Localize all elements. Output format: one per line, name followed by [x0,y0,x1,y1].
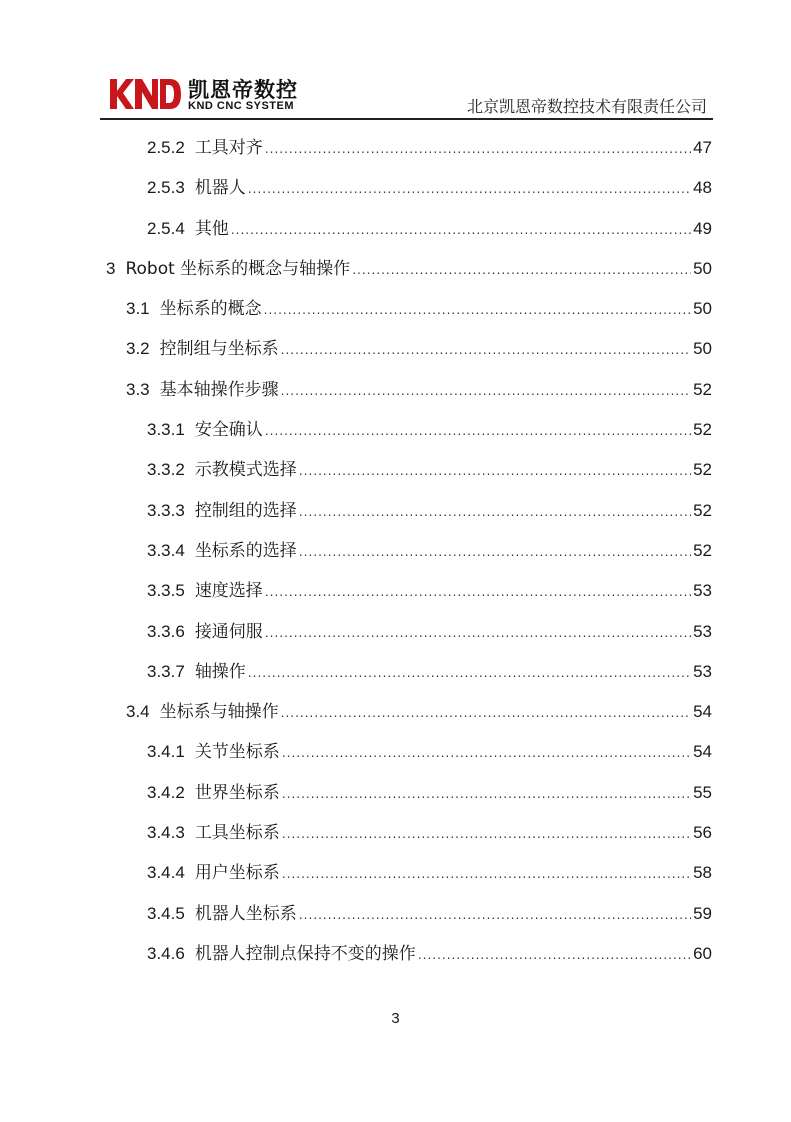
toc-leader-dots [281,371,691,411]
toc-entry[interactable] [106,209,712,249]
toc-leader-dots [299,895,691,935]
toc-leader-dots [299,492,691,532]
toc-entry-title: 机器人 [194,178,246,199]
toc-entry[interactable] [106,289,712,329]
toc-entry[interactable] [106,370,712,410]
toc-entry-number: 3.3.5 [147,581,185,601]
toc-entry-page: 54 [693,742,712,762]
toc-entry[interactable] [106,531,712,571]
toc-leader-dots [265,613,691,653]
toc-entry-page: 56 [693,823,712,843]
toc-entry-page: 53 [693,661,712,681]
toc-entry-number: 2.5.3 [147,178,185,198]
toc-entry[interactable] [106,491,712,531]
toc-leader-dots [248,653,691,693]
toc-entry-number: 3.3.7 [147,661,185,681]
toc-entry[interactable] [106,612,712,652]
toc-leader-dots [299,532,691,572]
toc-entry-title: 控制组与坐标系 [159,339,279,360]
toc-leader-dots [282,814,691,854]
toc-entry[interactable] [106,853,712,893]
toc-entry-page: 50 [693,339,712,359]
toc-entry-page: 60 [693,943,712,963]
page-header [100,74,713,120]
toc-entry[interactable] [106,813,712,853]
toc-entry-number: 3.4.6 [147,943,185,963]
toc-entry-number: 3.4.2 [147,782,185,802]
toc-entry-title: 坐标系的选择 [194,540,297,561]
toc-entry-page: 54 [693,702,712,722]
toc-entry-page: 52 [693,420,712,440]
toc-entry-page: 58 [693,863,712,883]
toc-entry-title: 机器人坐标系 [194,903,297,924]
toc-leader-dots [282,854,691,894]
toc-entry-title: 基本轴操作步骤 [159,379,279,400]
toc-entry-number: 2.5.4 [147,218,185,238]
toc-entry[interactable] [106,692,712,732]
toc-entry-title: 速度选择 [194,581,263,602]
toc-entry-number: 3.4.5 [147,903,185,923]
toc-entry[interactable] [106,168,712,208]
toc-entry-title: Robot 坐标系的概念与轴操作 [125,258,351,279]
toc-entry-number: 3.4.1 [147,742,185,762]
toc-entry-title: 其他 [194,218,229,239]
toc-entry-title: 关节坐标系 [194,742,280,763]
toc-entry-title: 机器人控制点保持不变的操作 [194,943,416,964]
toc-leader-dots [231,210,691,250]
toc-leader-dots [248,169,691,209]
toc-entry[interactable] [106,894,712,934]
logo-english-name: KND CNC SYSTEM [188,100,295,112]
toc-entry-number: 3.4 [126,702,150,722]
toc-leader-dots [281,693,691,733]
toc-entry-page: 49 [693,218,712,238]
toc-entry-number: 3.4.4 [147,863,185,883]
toc-entry-number: 3.3.3 [147,500,185,520]
toc-entry-page: 52 [693,460,712,480]
toc-entry[interactable] [106,128,712,168]
knd-logo-mark-icon [108,77,182,111]
toc-entry-page: 59 [693,903,712,923]
toc-entry-page: 52 [693,500,712,520]
toc-entry[interactable] [106,410,712,450]
toc-entry-page: 53 [693,621,712,641]
toc-entry-title: 坐标系的概念 [159,299,262,320]
toc-entry-title: 工具对齐 [194,138,263,158]
toc-entry[interactable] [106,450,712,490]
page-number: 3 [391,1010,400,1027]
toc-entry-number: 3.4.3 [147,823,185,843]
toc-entry-title: 安全确认 [194,420,263,441]
toc-leader-dots [281,330,691,370]
toc-leader-dots [265,411,691,451]
toc-entry-number: 3.3 [126,379,150,399]
toc-entry-number: 3.3.1 [147,420,185,440]
knd-logo [108,74,308,114]
toc-leader-dots [264,290,691,330]
toc-entry-title: 接通伺服 [194,621,263,642]
toc-entry[interactable] [106,773,712,813]
toc-leader-dots [418,935,691,975]
header-rule [100,118,713,120]
toc-entry[interactable] [106,329,712,369]
toc-entry-number: 3 [106,258,116,278]
toc-entry[interactable] [106,652,712,692]
toc-entry-page: 47 [693,138,712,157]
company-name: 北京凯恩帝数控技术有限责任公司 [466,97,707,116]
toc-leader-dots [299,451,691,491]
toc-entry-number: 3.1 [126,299,150,319]
toc-entry-title: 示教模式选择 [194,460,297,481]
toc-leader-dots [282,733,691,773]
toc-entry-page: 52 [693,379,712,399]
table-of-contents [106,128,712,974]
toc-entry-title: 控制组的选择 [194,500,297,521]
toc-entry-page: 48 [693,178,712,198]
toc-entry-page: 53 [693,581,712,601]
toc-entry-title: 用户坐标系 [194,863,280,884]
toc-entry-title: 工具坐标系 [194,823,280,844]
toc-entry-title: 坐标系与轴操作 [159,702,279,723]
toc-entry-page: 55 [693,782,712,802]
toc-entry-number: 3.3.4 [147,540,185,560]
toc-entry[interactable] [106,571,712,611]
toc-leader-dots [352,250,691,290]
toc-entry-page: 52 [693,540,712,560]
toc-entry-title: 轴操作 [194,661,246,682]
toc-entry[interactable] [106,732,712,772]
toc-leader-dots [282,774,691,814]
toc-entry-page: 50 [693,258,712,278]
toc-leader-dots [265,572,691,612]
toc-entry-title: 世界坐标系 [194,782,280,803]
toc-entry-number: 3.3.2 [147,460,185,480]
toc-entry-number: 3.3.6 [147,621,185,641]
toc-leader-dots [265,129,691,169]
toc-entry-number: 2.5.2 [147,138,185,157]
toc-entry-number: 3.2 [126,339,150,359]
toc-entry[interactable] [106,249,712,289]
logo-chinese-name: 凯恩帝数控 [188,78,298,102]
toc-entry-page: 50 [693,299,712,319]
toc-entry[interactable] [106,934,712,974]
